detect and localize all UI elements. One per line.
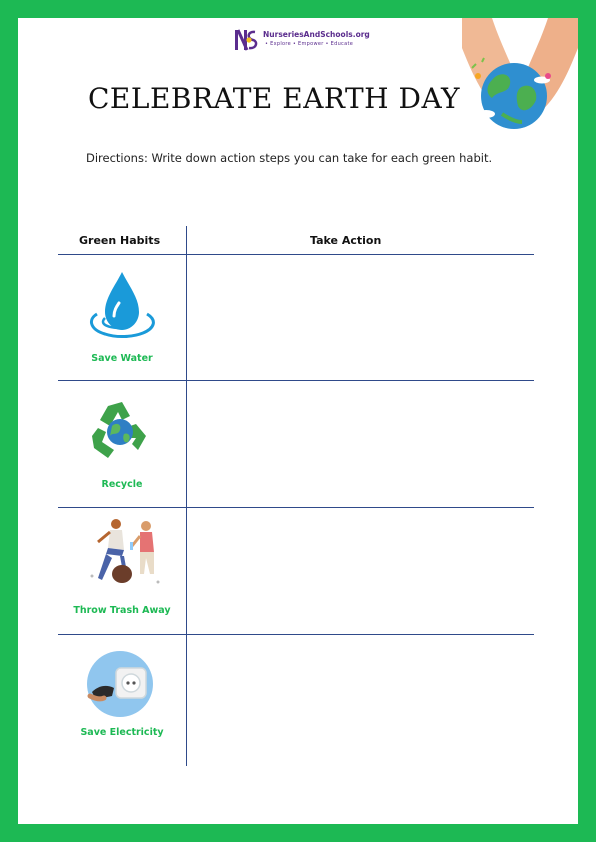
habit-label-recycle: Recycle — [101, 479, 143, 490]
column-header-green-habits: Green Habits — [79, 234, 161, 247]
habit-label-save-water: Save Water — [91, 353, 153, 364]
habit-label-save-electricity: Save Electricity — [80, 727, 164, 738]
row-divider — [58, 380, 534, 381]
column-divider — [186, 226, 187, 766]
habit-label-throw-trash-away: Throw Trash Away — [73, 605, 171, 616]
row-divider — [58, 634, 534, 635]
brand-name: NurseriesAndSchools.org — [263, 30, 370, 39]
nurseries-logo-icon — [233, 27, 259, 53]
people-picking-trash-icon — [84, 516, 164, 588]
habits-table — [58, 226, 536, 766]
recycle-globe-icon — [86, 398, 154, 464]
brand-tagline: • Explore • Empower • Educate — [265, 41, 354, 47]
row-divider — [58, 507, 534, 508]
unplug-socket-icon — [86, 650, 154, 718]
hands-holding-earth-icon — [462, 18, 578, 138]
column-header-take-action: Take Action — [310, 234, 382, 247]
brand-logo[interactable] — [233, 27, 373, 55]
page-title: CELEBRATE EARTH DAY — [88, 82, 461, 115]
header-divider — [58, 254, 534, 255]
directions-text: Directions: Write down action steps you can take for each green habit. — [86, 151, 493, 165]
water-drop-icon — [85, 270, 159, 340]
